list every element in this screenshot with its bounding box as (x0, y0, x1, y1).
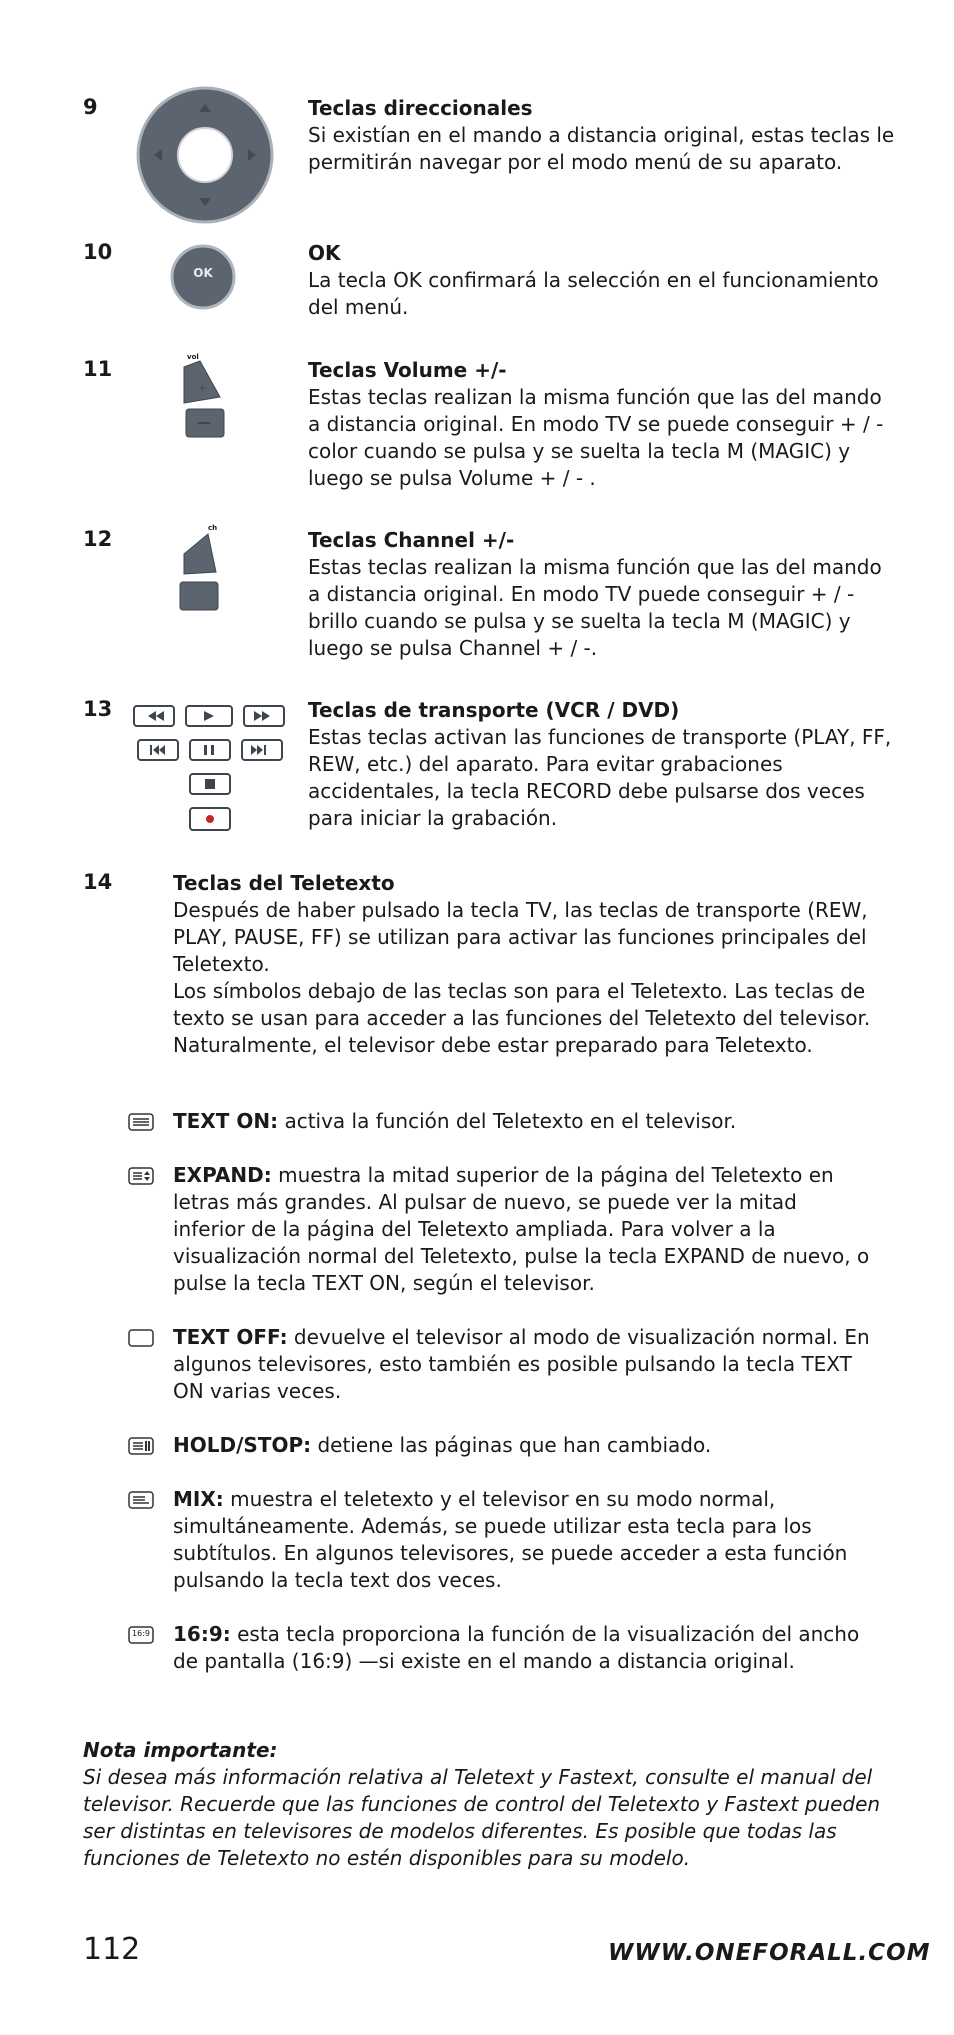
text-on-icon (128, 1113, 154, 1135)
teletext-entry (173, 1162, 873, 1297)
item-number: 11 (83, 357, 113, 381)
item-title: OK (308, 241, 341, 265)
ok-button-icon (170, 244, 236, 314)
item-body: Estas teclas realizan la misma función que las del mando a distancia original. En modo TV puede conseguir + / - brillo cuando se pulsa y se suelta la tecla M (MAGIC) y luego se pulsa Channel + / -. (308, 555, 882, 660)
entry-label: MIX: (173, 1487, 224, 1511)
item-number: 9 (83, 95, 98, 119)
entry-label: HOLD/STOP: (173, 1433, 312, 1457)
item-number: 10 (83, 240, 113, 264)
note-title: Nota importante: (83, 1738, 278, 1762)
teletext-title: Teclas del Teletexto (173, 871, 395, 895)
teletext-entry (173, 1432, 873, 1459)
entry-text: muestra la mitad superior de la página del Teletexto en letras más grandes. Al pulsar de nuevo, se puede ver la mitad inferior de la página del Teletexto ampliada. Para volver a la visualización normal del Teletexto, pulse la tecla EXPAND de nuevo, o pulse la tecla TEXT ON, según el televisor. (173, 1163, 870, 1295)
volume-keys-icon (178, 353, 230, 447)
teletext-entry (173, 1108, 873, 1135)
item-title: Teclas Channel +/- (308, 528, 515, 552)
item-body: Estas teclas realizan la misma función que las del mando a distancia original. En modo TV se puede conseguir + / - color cuando se pulsa y se suelta la tecla M (MAGIC) y luego se pulsa Volume + / - . (308, 385, 884, 490)
note-body: Si desea más información relativa al Teletext y Fastext, consulte el manual del televisor. Recuerde que las funciones de control del Teletexto y Fastext pueden ser distintas en televisores de modelos diferentes. Es posible que todas las funciones de Teletexto no estén disponibles para su modelo. (83, 1765, 881, 1870)
teletext-entry (173, 1486, 873, 1594)
item-text (308, 95, 898, 176)
important-note (83, 1737, 883, 1872)
item-title: Teclas direccionales (308, 96, 533, 120)
ok-button-label: OK (193, 266, 213, 280)
wide-icon (128, 1626, 154, 1644)
svg-text:+: + (198, 383, 207, 394)
entry-label: TEXT ON: (173, 1109, 279, 1133)
vol-label: vol (187, 353, 199, 361)
entry-text: muestra el teletexto y el televisor en su modo normal, simultáneamente. Además, se puede utilizar esta tecla para los subtítulos. En algunos televisores, se puede acceder a esta función pulsando la tecla text dos veces. (173, 1487, 848, 1592)
item-body: La tecla OK confirmará la selección en el funcionamiento del menú. (308, 268, 879, 319)
item-number: 13 (83, 697, 113, 721)
text-off-icon (128, 1329, 154, 1351)
teletext-para2: Los símbolos debajo de las teclas son para el Teletexto. Las teclas de texto se usan para acceder a las funciones del Teletexto del televisor. Naturalmente, el televisor debe estar preparado para Teletexto. (173, 979, 871, 1057)
entry-label: TEXT OFF: (173, 1325, 288, 1349)
website-link[interactable]: WWW.ONEFORALL.COM (608, 1940, 931, 1966)
entry-text: esta tecla proporciona la función de la visualización del ancho de pantalla (16:9) —si existe en el mando a distancia original. (173, 1622, 860, 1673)
channel-keys-icon (174, 524, 226, 618)
item-text (308, 357, 898, 492)
expand-icon (128, 1167, 154, 1189)
entry-label: EXPAND: (173, 1163, 272, 1187)
entry-label: 16:9: (173, 1622, 231, 1646)
transport-keys-icon (130, 700, 290, 840)
hold-icon (128, 1437, 154, 1459)
ch-label: ch (208, 524, 218, 532)
mix-icon (128, 1491, 154, 1513)
item-title: Teclas Volume +/- (308, 358, 507, 382)
teletext-entry (173, 1621, 873, 1675)
item-text (308, 527, 898, 662)
teletext-para1: Después de haber pulsado la tecla TV, las teclas de transporte (REW, PLAY, PAUSE, FF) se utilizan para activar las funciones principales del Teletexto. (173, 898, 868, 976)
item-title: Teclas de transporte (VCR / DVD) (308, 698, 680, 722)
teletext-entry (173, 1324, 873, 1405)
item-body: Si existían en el mando a distancia original, estas teclas le permitirán navegar por el modo menú de su aparato. (308, 123, 895, 174)
page-number: 112 (83, 1932, 141, 1967)
entry-text: devuelve el televisor al modo de visualización normal. En algunos televisores, esto también es posible pulsando la tecla TEXT ON varias veces. (173, 1325, 870, 1403)
item-text (308, 697, 898, 832)
item-number: 12 (83, 527, 113, 551)
teletext-section (173, 870, 873, 1059)
entry-text: activa la función del Teletexto en el televisor. (284, 1109, 737, 1133)
item-number: 14 (83, 870, 113, 894)
direction-keys-icon (136, 86, 274, 228)
wide-icon-text: 16:9 (132, 1629, 150, 1638)
entry-text: detiene las páginas que han cambiado. (317, 1433, 712, 1457)
item-text (308, 240, 898, 321)
item-body: Estas teclas activan las funciones de transporte (PLAY, FF, REW, etc.) del aparato. Para evitar grabaciones accidentales, la tecla RECORD debe pulsarse dos veces para iniciar la grabación. (308, 725, 892, 830)
